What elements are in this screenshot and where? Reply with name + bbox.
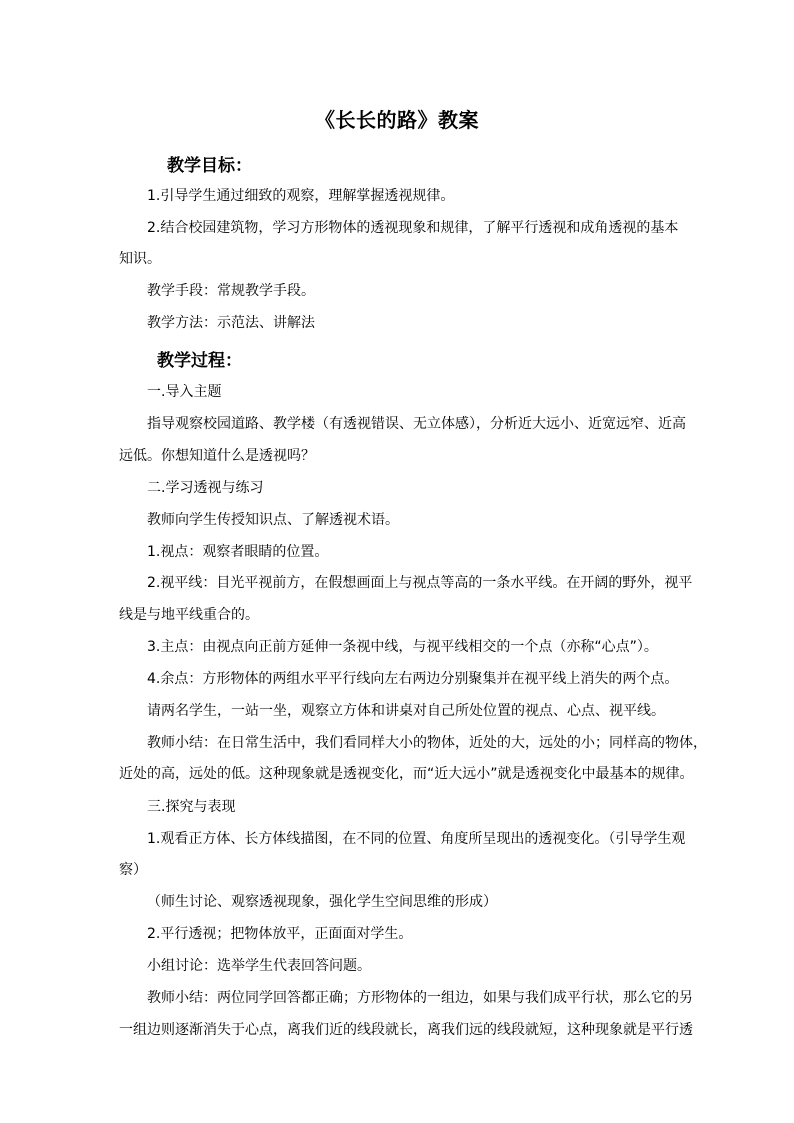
section-1-paragraph-line-1: 指导观察校园道路、教学楼（有透视错误、无立体感），分析近大远小、近宽远窄、近高 xyxy=(147,416,686,432)
goal-2-line-2: 知识。 xyxy=(119,251,161,267)
heading-teaching-process: 教学过程： xyxy=(157,351,242,371)
section-2-intro: 教师向学生传授知识点、了解透视术语。 xyxy=(147,512,399,528)
term-4: 4.余点：方形物体的两组水平平行线向左右两边分别聚集并在视平线上消失的两个点。 xyxy=(147,671,679,687)
section-3-group-discussion: 小组讨论：选举学生代表回答问题。 xyxy=(147,958,371,974)
section-3-summary-line-1: 教师小结：两位同学回答都正确；方形物体的一组边，如果与我们成平行状，那么它的另 xyxy=(147,990,693,1006)
goal-2-line-1: 2.结合校园建筑物，学习方形物体的透视现象和规律，了解平行透视和成角透视的基本 xyxy=(147,220,679,236)
term-1: 1.视点：观察者眼睛的位置。 xyxy=(147,544,329,560)
section-2-summary-line-1: 教师小结：在日常生活中，我们看同样大小的物体，近处的大，远处的小；同样高的物体， xyxy=(147,735,707,751)
section-1-paragraph-line-2: 远低。你想知道什么是透视吗？ xyxy=(119,448,315,464)
section-2-title: 二.学习透视与练习 xyxy=(147,480,264,496)
section-2-activity: 请两名学生，一站一坐，观察立方体和讲桌对自己所处位置的视点、心点、视平线。 xyxy=(147,703,665,719)
section-3-note: （师生讨论、观察透视现象，强化学生空间思维的形成） xyxy=(147,894,497,910)
section-3-title: 三.探究与表现 xyxy=(147,799,236,815)
term-2-line-2: 线是与地平线重合的。 xyxy=(119,607,259,623)
section-3-item-1-line-2: 察） xyxy=(119,862,147,878)
teaching-methods: 教学方法：示范法、讲解法 xyxy=(147,315,315,331)
teaching-means: 教学手段：常规教学手段。 xyxy=(147,283,315,299)
goal-1: 1.引导学生通过细致的观察，理解掌握透视规律。 xyxy=(147,188,455,204)
document-title: 《长长的路》教案 xyxy=(315,108,479,132)
section-2-summary-line-2: 近处的高，远处的低。这种现象就是透视变化，而“近大远小”就是透视变化中最基本的规律。 xyxy=(119,766,694,782)
heading-teaching-goals: 教学目标： xyxy=(167,156,252,176)
section-3-item-2: 2.平行透视；把物体放平，正面面对学生。 xyxy=(147,926,413,942)
section-3-item-1-line-1: 1.观看正方体、长方体线描图，在不同的位置、角度所呈现出的透视变化。（引导学生观 xyxy=(147,831,686,847)
section-3-summary-line-2: 一组边则逐渐消失于心点，离我们近的线段就长，离我们远的线段就短，这种现象就是平行透 xyxy=(119,1022,693,1038)
term-2-line-1: 2.视平线：目光平视前方，在假想画面上与视点等高的一条水平线。在开阔的野外，视平 xyxy=(147,575,693,591)
section-1-title: 一.导入主题 xyxy=(147,384,222,400)
term-3: 3.主点：由视点向正前方延伸一条视中线，与视平线相交的一个点（亦称“心点”）。 xyxy=(147,639,658,655)
